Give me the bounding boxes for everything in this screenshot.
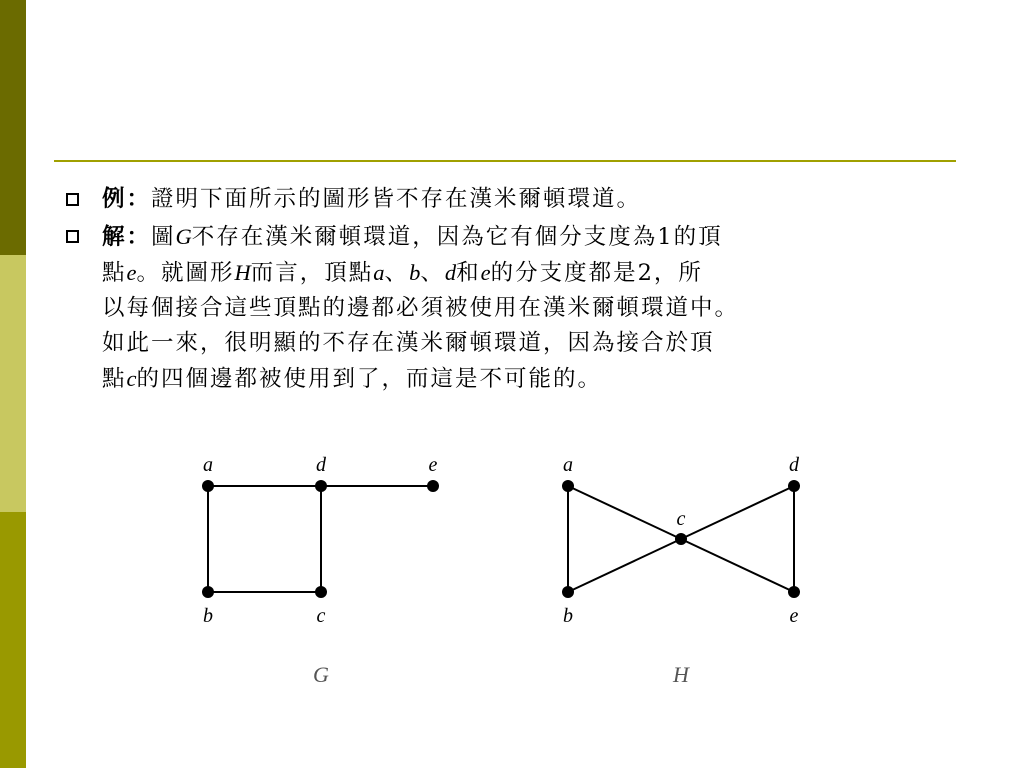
label-H-a: a: [563, 454, 573, 476]
text-segment: 和: [456, 260, 481, 286]
label-H-b: b: [563, 605, 573, 627]
graph-G: [202, 454, 439, 687]
graph-H: [562, 454, 800, 687]
label-G-c: c: [316, 605, 326, 627]
caption-G: G: [313, 662, 329, 687]
edge-H-a-c: [568, 486, 681, 539]
text-segment: 的四個邊都被使用到了，而這是不可能的。: [136, 366, 603, 392]
math-variable: b: [409, 260, 421, 285]
vertex-H-a: [562, 480, 574, 492]
vertex-G-c: [315, 586, 327, 598]
math-variable: e: [480, 260, 491, 285]
text-segment: 點: [102, 366, 127, 392]
text-segment: 的分支度都是2，所: [490, 260, 703, 286]
example-lead: 例：: [102, 186, 152, 212]
math-variable: a: [373, 260, 385, 285]
text-segment: 點: [102, 260, 127, 286]
text-segment: 。就圖形: [136, 260, 235, 286]
text-segment: 而言，頂點: [250, 260, 374, 286]
text-segment: 、: [420, 260, 445, 286]
vertex-H-d: [788, 480, 800, 492]
math-variable: e: [126, 260, 137, 285]
label-G-e: e: [428, 454, 438, 476]
math-variable: G: [175, 224, 192, 249]
example-text: 證明下面所示的圖形皆不存在漢米爾頓環道。: [151, 186, 642, 212]
edge-H-c-d: [681, 486, 794, 539]
text-segment: 、: [384, 260, 410, 286]
vertex-G-b: [202, 586, 214, 598]
math-variable: d: [444, 260, 457, 285]
edge-H-c-e: [681, 539, 794, 592]
text-segment: 不存在漢米爾頓環道，因為它有個分支度為1的頂: [191, 224, 723, 250]
solution-line-3: 以每個接合這些頂點的邊都必須被使用在漢米爾頓環道中。: [102, 295, 740, 321]
label-H-d: d: [789, 454, 799, 476]
math-variable: H: [234, 260, 251, 285]
edge-H-b-c: [568, 539, 681, 592]
vertex-H-b: [562, 586, 574, 598]
vertex-G-d: [315, 480, 327, 492]
label-H-c: c: [676, 508, 686, 530]
math-variable: c: [126, 366, 137, 391]
vertex-G-a: [202, 480, 214, 492]
vertex-H-e: [788, 586, 800, 598]
solution-lead: 解：: [102, 224, 152, 250]
vertex-H-c: [675, 533, 687, 545]
vertex-G-e: [427, 480, 439, 492]
solution-line-4: 如此一來，很明顯的不存在漢米爾頓環道，因為接合於頂: [102, 330, 715, 356]
label-G-a: a: [203, 454, 213, 476]
label-H-e: e: [789, 605, 799, 627]
text-segment: 圖: [151, 224, 176, 250]
caption-H: H: [673, 662, 689, 687]
label-G-d: d: [316, 454, 326, 476]
label-G-b: b: [203, 605, 213, 627]
